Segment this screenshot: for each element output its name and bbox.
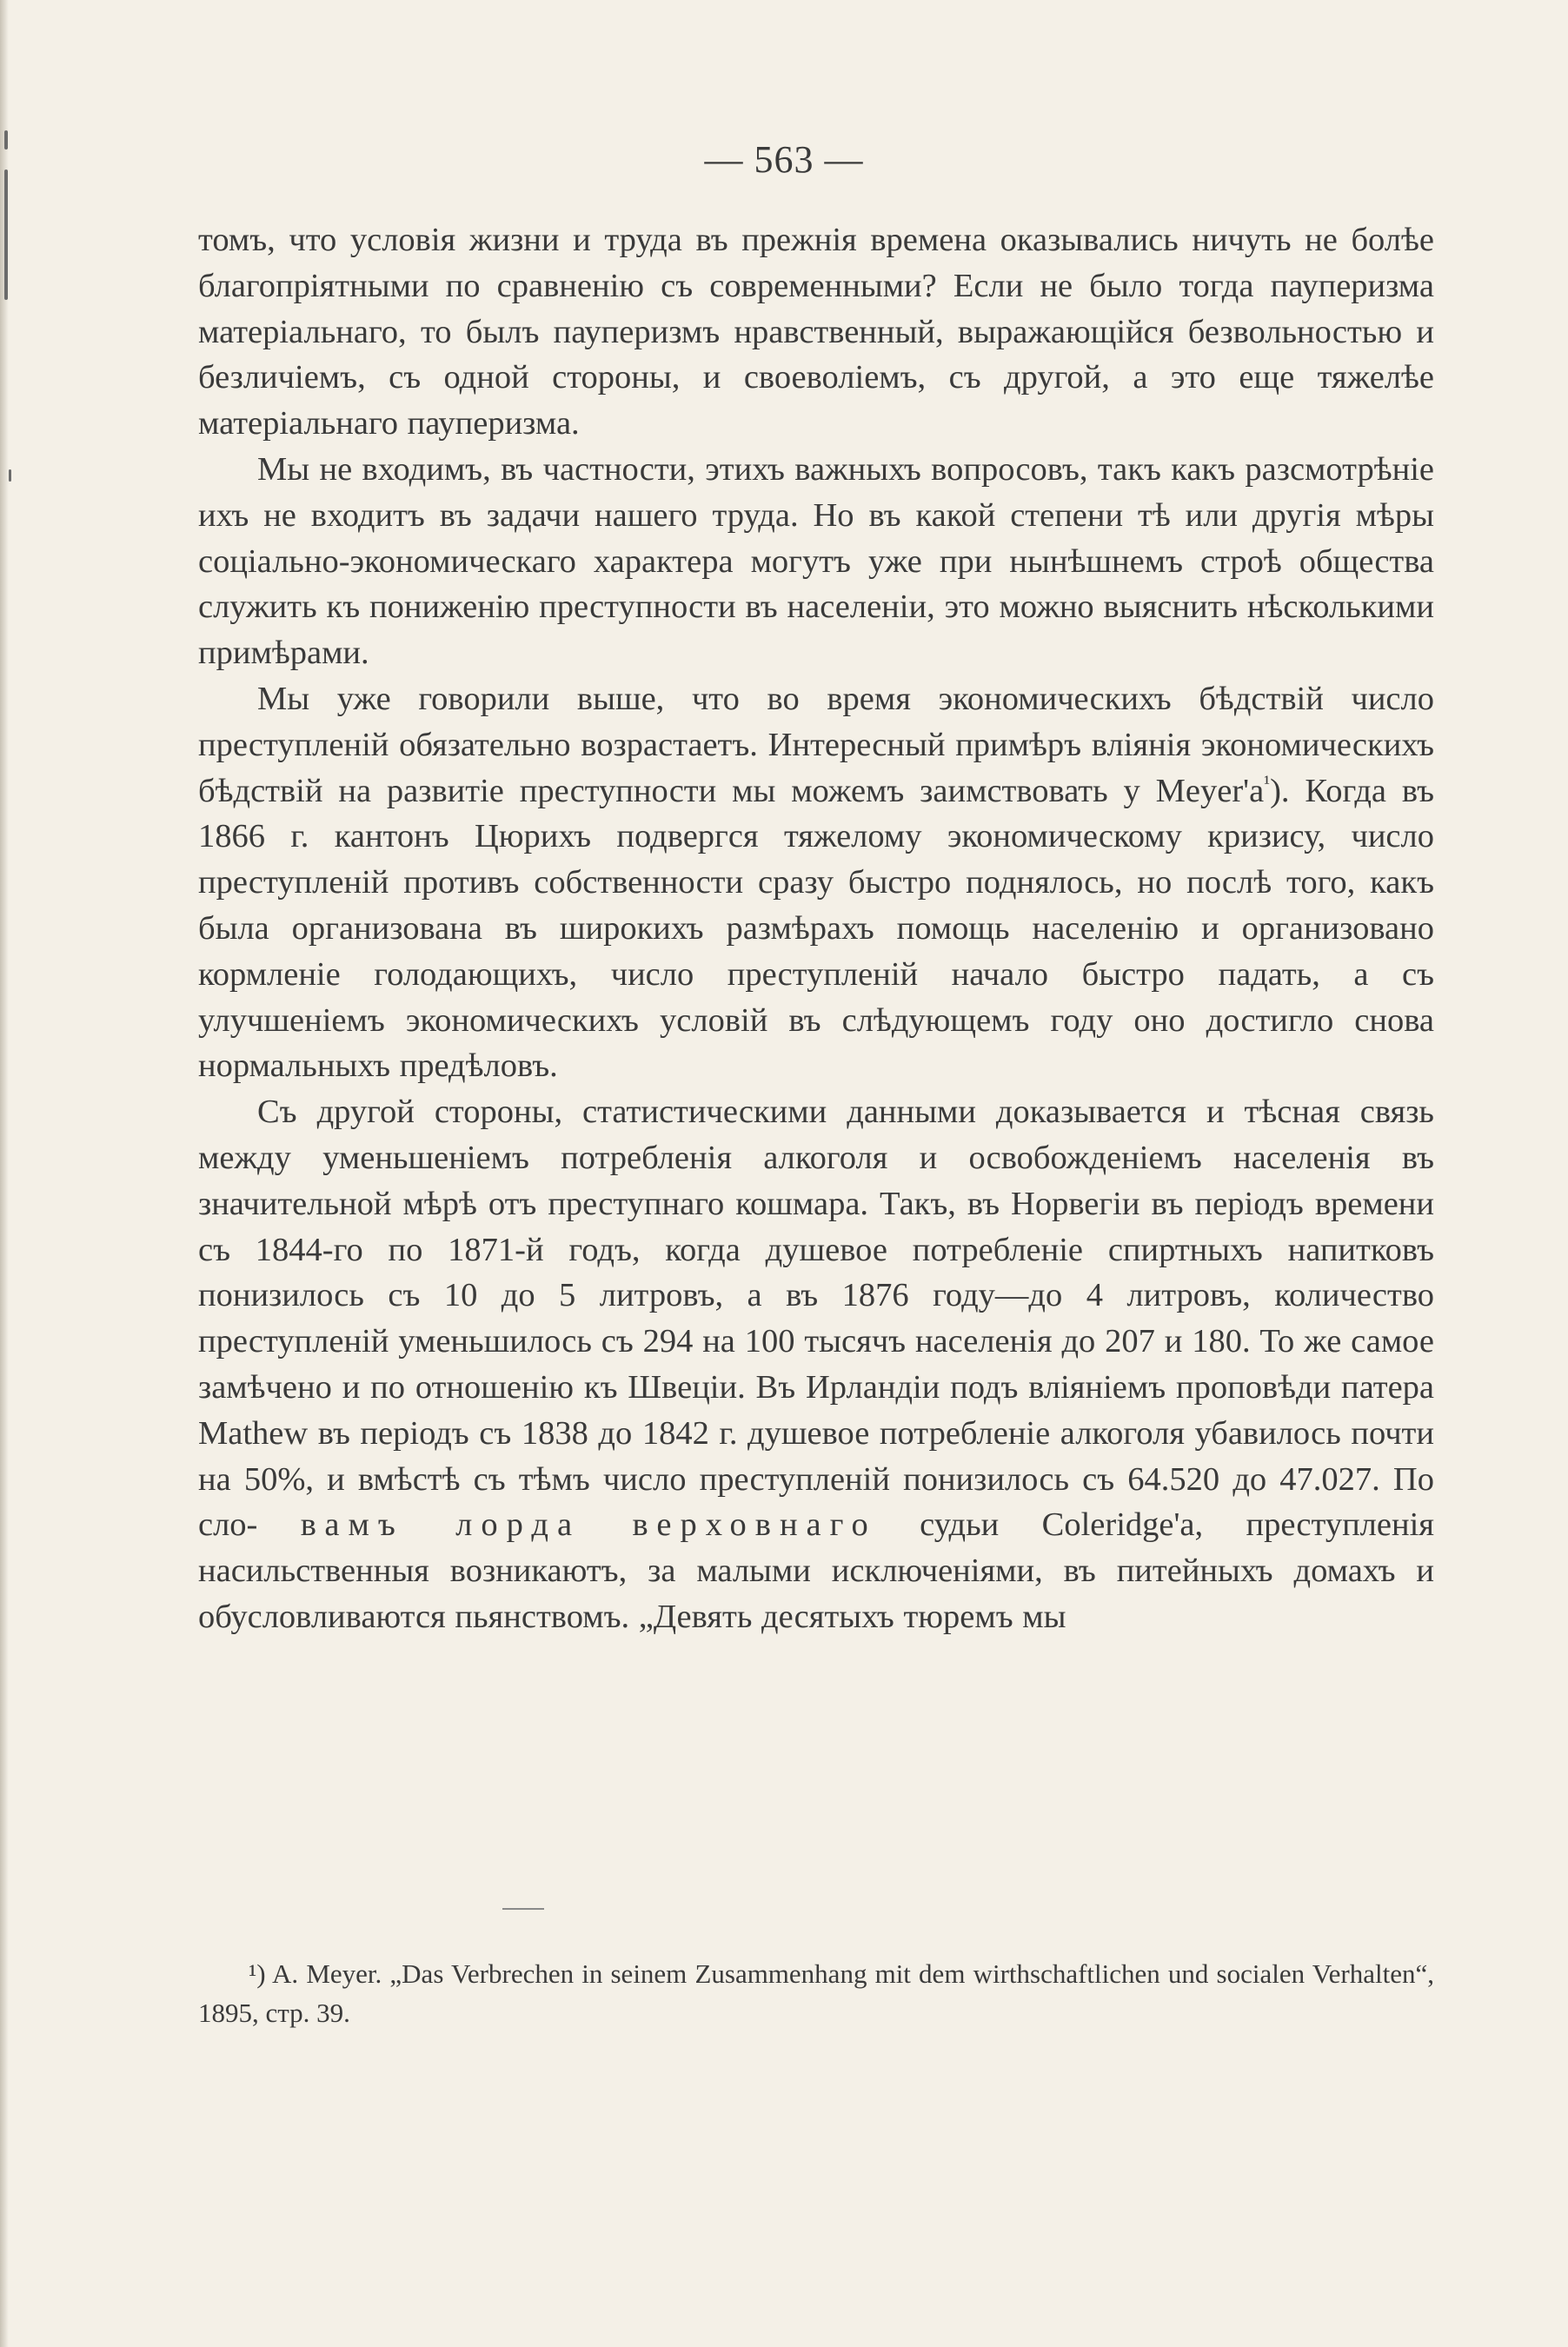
footnote-divider	[502, 1908, 544, 1910]
page-edge-shadow	[0, 0, 9, 2347]
main-text	[198, 217, 1434, 1640]
paragraph: Мы не входимъ, въ частности, этихъ важныхъ вопросовъ, такъ какъ разсмотрѣніе ихъ не входитъ въ задачи нашего труда. Но въ какой степени тѣ или другія мѣры соціально-экономическаго характера могутъ уже при нынѣшнемъ строѣ общества служить къ пониженію преступности въ населеніи, это можно выяснить нѣсколькими примѣрами.	[198, 450, 1434, 672]
emphasized-text: вамъ лорда верховнаго	[300, 1506, 877, 1544]
paragraph	[198, 676, 1434, 1089]
margin-mark	[4, 170, 8, 300]
paragraph-text: Съ другой стороны, статистическими данными доказывается и тѣсная связь между уменьшеніемъ потребленія алкоголя и освобожденіемъ населенія въ значительной мѣрѣ отъ преступнаго кошмара. Такъ, въ Норвегіи въ періодъ времени съ 1844-го по 1871-й годъ, когда душевое потребленіе спиртныхъ напитковъ понизилось съ 10 до 5 литровъ, а въ 1876 году—до 4 литровъ, количество преступленій уменьшилось съ 294 на 100 тысячъ населенія до 207 и 180. То же самое замѣчено и по отношенію къ Швеціи. Въ Ирландіи подъ вліяніемъ проповѣди патера Mathew въ періодъ съ 1838 до 1842 г. душевое потребленіе алкоголя убавилось почти на 50%, и вмѣстѣ съ тѣмъ число преступленій понизилось съ 64.520 до 47.027. По сло-	[198, 1094, 1434, 1544]
paragraph-text: судьи Coleridge'а, преступленія насильственныя возникаютъ, за малыми исключеніями, въ питейныхъ домахъ и обусловливаются пьянствомъ. „Девять десятыхъ тюремъ мы	[198, 1506, 1434, 1635]
footnote-ref: ¹	[1264, 770, 1271, 794]
page-number: — 563 —	[704, 138, 864, 181]
paragraph	[198, 1089, 1434, 1640]
paragraph-text: Мы уже говорили выше, что во время экономическихъ бѣдствій число преступленій обязательно возрастаетъ. Интересный примѣръ вліянія экономическихъ бѣдствій на развитіе преступности мы можемъ заимствовать у Meyer'а	[198, 680, 1434, 809]
paragraph-text: ). Когда въ 1866 г. кантонъ Цюрихъ подвергся тяжелому экономическому кризису, число преступленій противъ собственности сразу быстро поднялось, но послѣ того, какъ была организована въ широкихъ размѣрахъ помощь населенію и организовано кормленіе голодающихъ, число преступленій начало быстро падать, а съ улучшеніемъ экономическихъ условій въ слѣдующемъ году оно достигло снова нормальныхъ предѣловъ.	[198, 772, 1434, 1085]
margin-mark	[9, 469, 11, 482]
footnote: ¹) A. Meyer. „Das Verbrechen in seinem Zusammenhang mit dem wirthschaftlichen und socialen Verhalten“, 1895, стр. 39.	[198, 1958, 1434, 2028]
paragraph: томъ, что условія жизни и труда въ прежнія времена оказывались ничуть не болѣе благопріятными по сравненію съ современными? Если не было тогда пауперизма матеріальнаго, то былъ пауперизмъ нравственный, выражающійся безвольностью и безличіемъ, съ одной стороны, и своеволіемъ, съ другой, а это еще тяжелѣе матеріальнаго пауперизма.	[198, 222, 1434, 442]
